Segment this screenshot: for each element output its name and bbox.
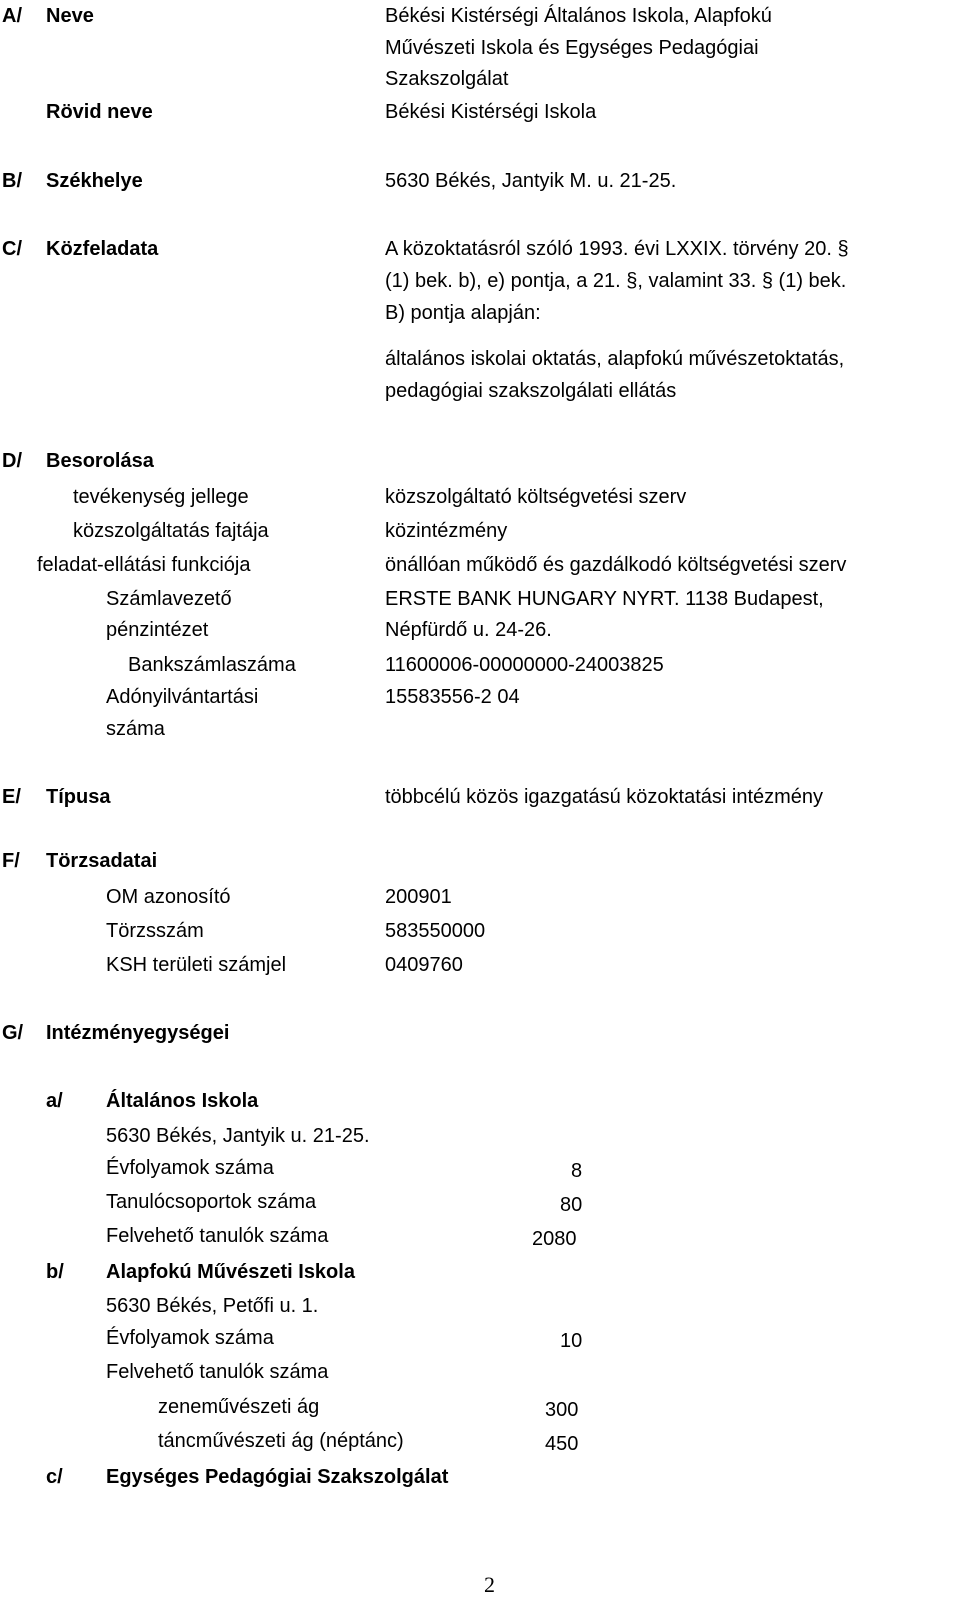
section-f-letter: F/ bbox=[2, 850, 20, 872]
section-d-letter: D/ bbox=[2, 450, 22, 472]
name-value-line-3: Szakszolgálat bbox=[385, 68, 509, 90]
registry-label: Törzsszám bbox=[106, 920, 204, 942]
task-list-line-1: általános iskolai oktatás, alapfokú művészetoktatás, bbox=[385, 348, 845, 370]
short-name-value: Békési Kistérségi Iskola bbox=[385, 101, 597, 123]
bank-value-line-1: ERSTE BANK HUNGARY NYRT. 1138 Budapest, bbox=[385, 588, 824, 610]
section-e-letter: E/ bbox=[2, 786, 21, 808]
account-value: 11600006-00000000-24003825 bbox=[385, 654, 664, 676]
page-number: 2 bbox=[484, 1572, 495, 1597]
name-value-line-1: Békési Kistérségi Általános Iskola, Alapfokú bbox=[385, 5, 772, 27]
task-value-line-1: A közoktatásról szóló 1993. évi LXXIX. törvény 20. § bbox=[385, 238, 849, 260]
function-label: feladat-ellátási funkciója bbox=[37, 554, 251, 576]
tax-label-line-2: száma bbox=[106, 718, 165, 740]
tax-label-line-1: Adónyilvántartási bbox=[106, 686, 259, 708]
unit-b-capacity-label: Felvehető tanulók száma bbox=[106, 1361, 329, 1383]
unit-a-address: 5630 Békés, Jantyik u. 21-25. bbox=[106, 1125, 370, 1147]
unit-a-capacity-value: 2080 bbox=[532, 1228, 577, 1250]
section-c-label: Közfeladata bbox=[46, 238, 159, 260]
unit-b-title: Alapfokú Művészeti Iskola bbox=[106, 1261, 355, 1283]
unit-b-letter: b/ bbox=[46, 1261, 64, 1283]
unit-b-grades-value: 10 bbox=[560, 1330, 583, 1352]
task-list-line-2: pedagógiai szakszolgálati ellátás bbox=[385, 380, 677, 402]
ksh-label: KSH területi számjel bbox=[106, 954, 287, 976]
section-e-label: Típusa bbox=[46, 786, 111, 808]
section-a-label: Neve bbox=[46, 5, 94, 27]
tax-value: 15583556-2 04 bbox=[385, 686, 520, 708]
unit-a-grades-label: Évfolyamok száma bbox=[106, 1157, 274, 1179]
om-value: 200901 bbox=[385, 886, 452, 908]
bank-label-line-1: Számlavezető bbox=[106, 588, 232, 610]
name-value-line-2: Művészeti Iskola és Egységes Pedagógiai bbox=[385, 37, 759, 59]
unit-a-grades-value: 8 bbox=[571, 1160, 583, 1182]
bank-label-line-2: pénzintézet bbox=[106, 619, 209, 641]
section-d-label: Besorolása bbox=[46, 450, 154, 472]
unit-b-music-label: zeneművészeti ág bbox=[158, 1396, 320, 1418]
account-label: Bankszámlaszáma bbox=[128, 654, 296, 676]
unit-a-letter: a/ bbox=[46, 1090, 63, 1112]
om-label: OM azonosító bbox=[106, 886, 231, 908]
ksh-value: 0409760 bbox=[385, 954, 463, 976]
service-kind-value: közintézmény bbox=[385, 520, 508, 542]
unit-b-dance-value: 450 bbox=[545, 1433, 579, 1455]
function-value: önállóan működő és gazdálkodó költségvetési szerv bbox=[385, 554, 847, 576]
unit-b-music-value: 300 bbox=[545, 1399, 579, 1421]
registry-value: 583550000 bbox=[385, 920, 486, 942]
unit-c-title: Egységes Pedagógiai Szakszolgálat bbox=[106, 1466, 449, 1488]
short-name-label: Rövid neve bbox=[46, 101, 153, 123]
activity-type-label: tevékenység jellege bbox=[73, 486, 249, 508]
unit-b-dance-label: táncművészeti ág (néptánc) bbox=[158, 1430, 404, 1452]
seat-value: 5630 Békés, Jantyik M. u. 21-25. bbox=[385, 170, 677, 192]
section-b-label: Székhelye bbox=[46, 170, 143, 192]
unit-a-groups-label: Tanulócsoportok száma bbox=[106, 1191, 317, 1213]
section-a-letter: A/ bbox=[2, 5, 22, 27]
task-value-line-2: (1) bek. b), e) pontja, a 21. §, valamint 33. § (1) bek. bbox=[385, 270, 847, 292]
unit-c-letter: c/ bbox=[46, 1466, 63, 1488]
section-c-letter: C/ bbox=[2, 238, 22, 260]
unit-b-address: 5630 Békés, Petőfi u. 1. bbox=[106, 1295, 319, 1317]
unit-a-title: Általános Iskola bbox=[106, 1090, 259, 1112]
section-g-label: Intézményegységei bbox=[46, 1022, 230, 1044]
type-value: többcélú közös igazgatású közoktatási intézmény bbox=[385, 786, 824, 808]
service-kind-label: közszolgáltatás fajtája bbox=[73, 520, 269, 542]
section-b-letter: B/ bbox=[2, 170, 22, 192]
task-value-line-3: B) pontja alapján: bbox=[385, 302, 541, 324]
unit-a-groups-value: 80 bbox=[560, 1194, 583, 1216]
section-f-label: Törzsadatai bbox=[46, 850, 158, 872]
bank-value-line-2: Népfürdő u. 24-26. bbox=[385, 619, 552, 641]
unit-a-capacity-label: Felvehető tanulók száma bbox=[106, 1225, 329, 1247]
unit-b-grades-label: Évfolyamok száma bbox=[106, 1327, 274, 1349]
activity-type-value: közszolgáltató költségvetési szerv bbox=[385, 486, 687, 508]
section-g-letter: G/ bbox=[2, 1022, 24, 1044]
